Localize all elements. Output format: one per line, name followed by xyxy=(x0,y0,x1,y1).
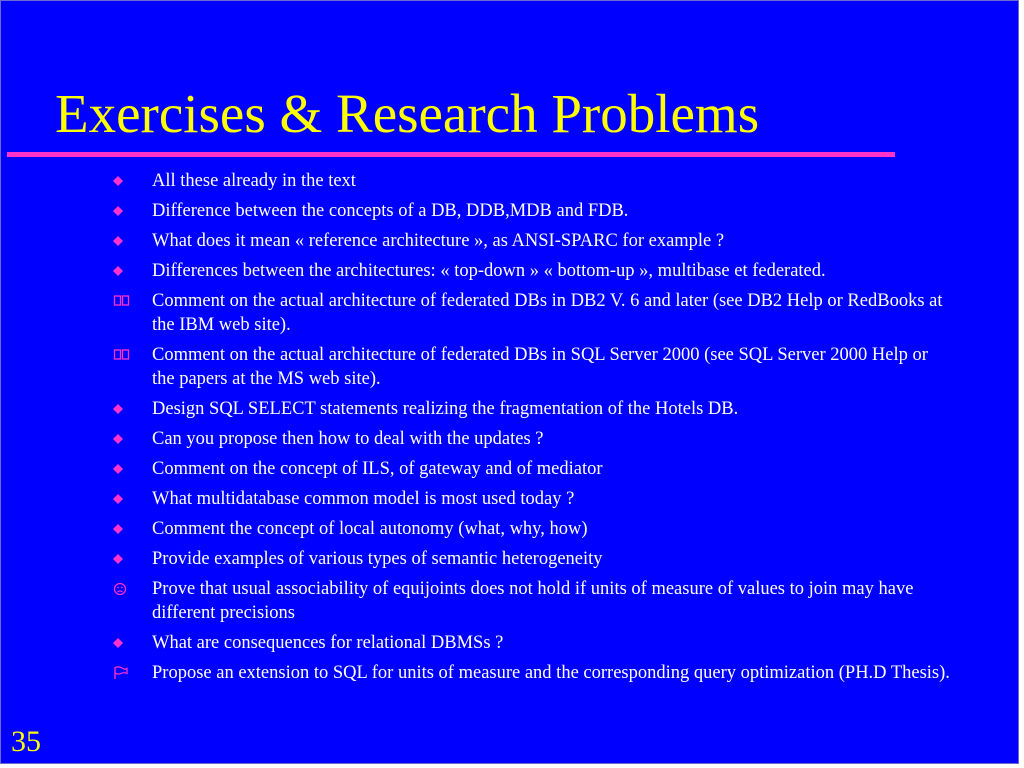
bullet-text: Comment on the actual architecture of federated DBs in DB2 V. 6 and later (see DB2 Help or RedBooks at the IBM web site). xyxy=(152,291,943,335)
bullet-text: Provide examples of various types of semantic heterogeneity xyxy=(152,549,603,569)
list-item xyxy=(113,343,953,391)
list-item xyxy=(113,169,953,193)
bullet-text: Design SQL SELECT statements realizing the fragmentation of the Hotels DB. xyxy=(152,399,739,419)
page-number: 35 xyxy=(11,725,41,758)
diamond-icon xyxy=(113,427,131,451)
bullet-text: Differences between the architectures: « top-down » « bottom-up », multibase et federated. xyxy=(152,261,826,281)
diamond-icon xyxy=(113,487,131,511)
diamond-icon xyxy=(113,259,131,283)
bullet-text: Can you propose then how to deal with the updates ? xyxy=(152,429,544,449)
bullet-text: What are consequences for relational DBMSs ? xyxy=(152,633,504,653)
list-item xyxy=(113,661,953,685)
bullet-text: Comment on the concept of ILS, of gateway and of mediator xyxy=(152,459,603,479)
list-item xyxy=(113,289,953,337)
bullet-text: Propose an extension to SQL for units of measure and the corresponding query optimization (PH.D Thesis). xyxy=(152,663,950,683)
missing-glyph-icon xyxy=(113,289,131,313)
diamond-icon xyxy=(113,199,131,223)
diamond-icon xyxy=(113,229,131,253)
list-item xyxy=(113,631,953,655)
bullet-text: Comment the concept of local autonomy (what, why, how) xyxy=(152,519,588,539)
list-item xyxy=(113,199,953,223)
list-item xyxy=(113,547,953,571)
slide-title: Exercises & Research Problems xyxy=(55,83,760,144)
flag-icon xyxy=(113,661,131,685)
title-underline xyxy=(7,152,895,157)
bullet-text: All these already in the text xyxy=(152,171,356,191)
missing-glyph-icon xyxy=(113,343,131,367)
list-item xyxy=(113,397,953,421)
list-item xyxy=(113,259,953,283)
list-item xyxy=(113,229,953,253)
diamond-icon xyxy=(113,397,131,421)
bullet-text: Prove that usual associability of equijoints does not hold if units of measure of values to join may have different precisions xyxy=(152,579,914,623)
bullet-text: Difference between the concepts of a DB, DDB,MDB and FDB. xyxy=(152,201,629,221)
diamond-icon xyxy=(113,457,131,481)
list-item xyxy=(113,577,953,625)
frown-face-icon xyxy=(113,577,131,601)
bullet-text: Comment on the actual architecture of federated DBs in SQL Server 2000 (see SQL Server 2000 Help or the papers at the MS web site). xyxy=(152,345,928,389)
bullet-text: What does it mean « reference architecture », as ANSI-SPARC for example ? xyxy=(152,231,725,251)
list-item xyxy=(113,487,953,511)
list-item xyxy=(113,517,953,541)
list-item xyxy=(113,427,953,451)
diamond-icon xyxy=(113,547,131,571)
bullet-list xyxy=(113,169,953,691)
list-item xyxy=(113,457,953,481)
bullet-text: What multidatabase common model is most used today ? xyxy=(152,489,575,509)
diamond-icon xyxy=(113,517,131,541)
diamond-icon xyxy=(113,169,131,193)
diamond-icon xyxy=(113,631,131,655)
